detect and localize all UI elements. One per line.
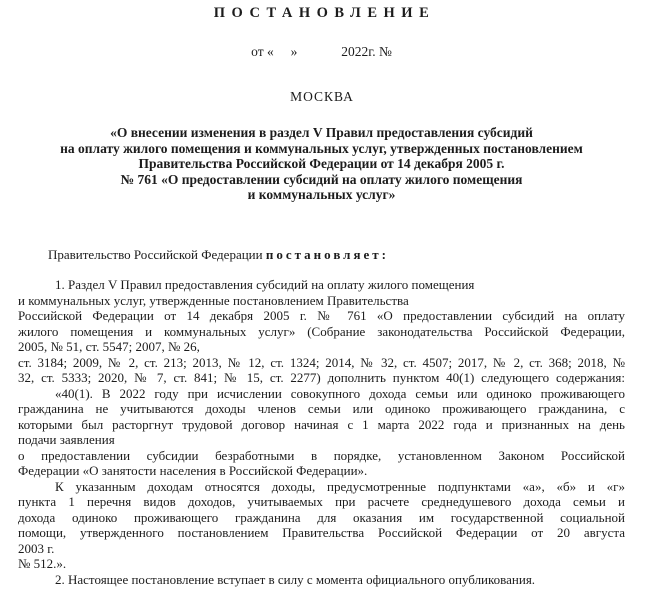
body-line-12: о предоставлении субсидии безработными в порядке, установленном Законом Российской <box>18 447 625 463</box>
doc-title-line-5: и коммунальных услуг» <box>247 187 396 202</box>
preamble <box>18 247 625 263</box>
body-line-14: К указанным доходам относятся доходы, предусмотренные подпунктами «а», «б» и «г» <box>55 478 625 494</box>
document-content <box>0 6 650 587</box>
body-line-10: которыми был расторгнут трудовой договор начиная с 1 марта 2022 года и признанных на день <box>18 416 625 432</box>
body-line-8: «40(1). В 2022 году при исчислении совокупного дохода семьи или одиноко проживающего <box>55 385 625 401</box>
body-text <box>18 277 625 587</box>
doc-title-line-1: «О внесении изменения в раздел V Правил предоставления субсидий <box>110 125 533 140</box>
body-line-11: подачи заявления <box>18 432 115 447</box>
preamble-decrees-word: постановляет: <box>265 246 389 262</box>
body-line-5: 2005, № 51, ст. 5547; 2007, № 26, <box>18 339 200 354</box>
body-line-3: Российской Федерации от 14 декабря 2005 г. № 761 «О предоставлении субсидий на оплату <box>18 308 625 323</box>
doc-title-line-3: Правительства Российской Федерации от 14 декабря 2005 г. <box>138 156 505 171</box>
body-line-4: жилого помещения и коммунальных услуг» (Собрание законодательства Российской Федерации, <box>18 323 625 339</box>
doc-title-line-2: на оплату жилого помещения и коммунальных услуг, утвержденных постановлением <box>60 140 583 156</box>
city-line: МОСКВА <box>290 89 354 104</box>
body-line-9: гражданина не учитываются доходы членов семьи или одиноко проживающего гражданина, с <box>18 401 625 416</box>
body-line-18: 2003 г. <box>18 540 55 556</box>
body-line-19: № 512.». <box>18 556 67 571</box>
date-number-line: от « » 2022г. № <box>251 44 392 59</box>
doc-type-heading: ПОСТАНОВЛЕНИЕ <box>213 5 436 21</box>
doc-title-line-4: № 761 «О предоставлении субсидий на оплату жилого помещения <box>120 171 523 187</box>
body-line-7: 32, ст. 5333; 2020, № 7, ст. 841; № 15, ст. 2277) дополнить пунктом 40(1) следующего содержания: <box>18 370 625 385</box>
body-line-13: Федерации «О занятости населения в Российской Федерации». <box>18 463 368 478</box>
body-line-2: и коммунальных услуг, утвержденные постановлением Правительства <box>18 292 409 308</box>
body-line-1: 1. Раздел V Правил предоставления субсидий на оплату жилого помещения <box>55 277 475 292</box>
doc-title <box>18 125 625 203</box>
body-line-15: пункта 1 перечня видов доходов, учитываемых при расчете среднедушевого дохода семьи и <box>18 494 625 509</box>
body-line-6: ст. 3184; 2009, № 2, ст. 213; 2013, № 12, ст. 1324; 2014, № 32, ст. 4507; 2017, № 2, ст. 368; 2018, № <box>18 354 625 370</box>
body-line-17: помощи, утвержденного постановлением Правительства Российской Федерации от 20 августа <box>18 525 625 540</box>
body-line-20: 2. Настоящее постановление вступает в силу с момента официального опубликования. <box>55 571 536 587</box>
preamble-lead: Правительство Российской Федерации <box>48 246 266 262</box>
body-line-16: дохода одиноко проживающего гражданина для оказания им государственной социальной <box>18 509 625 525</box>
